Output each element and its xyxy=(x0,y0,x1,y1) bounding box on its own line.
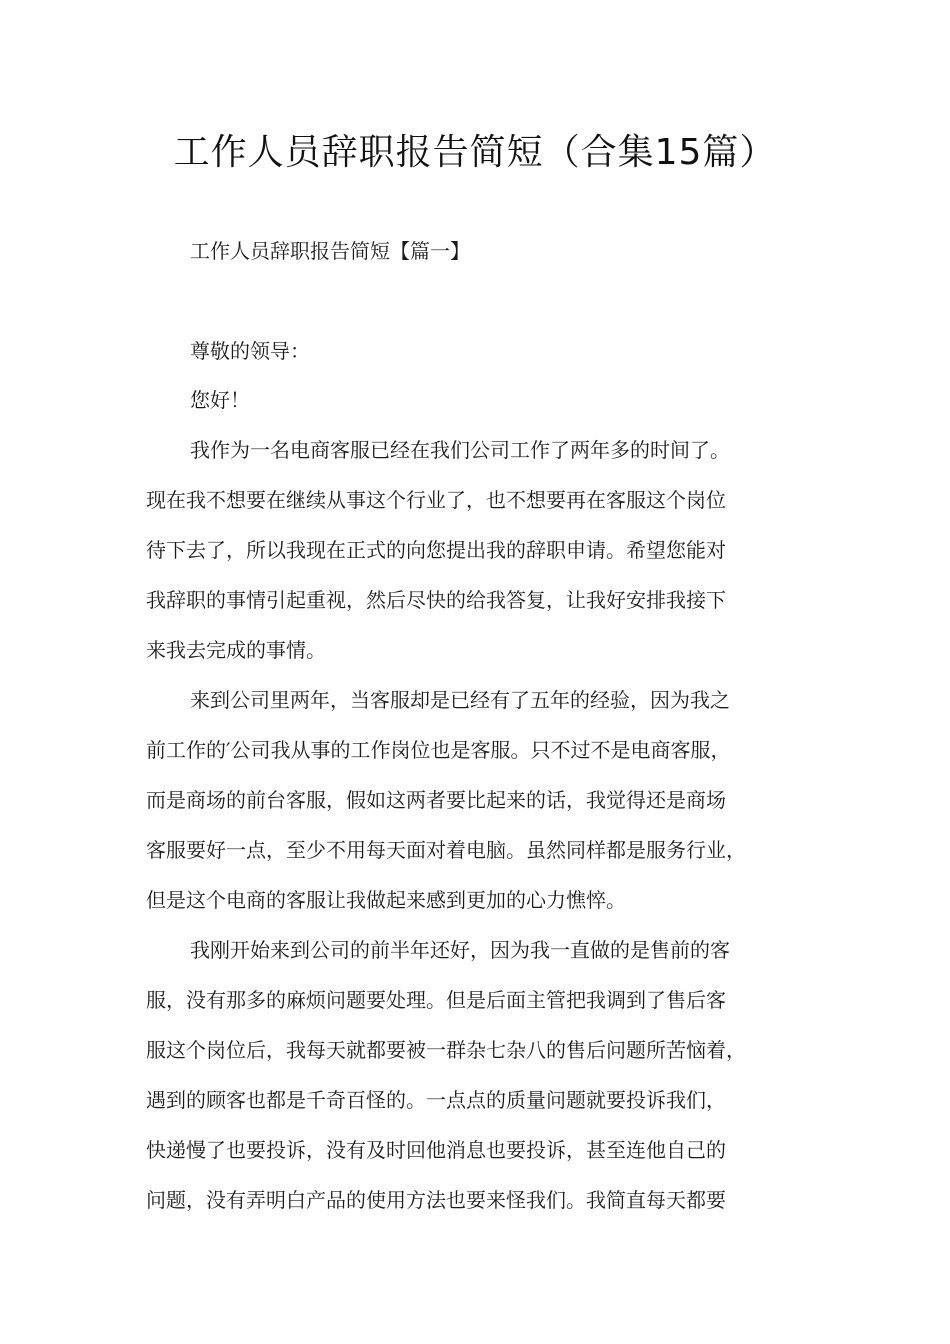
paragraph-line: 待下去了，所以我现在正式的向您提出我的辞职申请。希望您能对 xyxy=(146,538,726,562)
paragraph-line: 而是商场的前台客服，假如这两者要比起来的话，我觉得还是商场 xyxy=(146,788,726,812)
greeting: 您好！ xyxy=(190,388,250,412)
salutation: 尊敬的领导： xyxy=(190,339,310,363)
paragraph-line: 快递慢了也要投诉，没有及时回他消息也要投诉，甚至连他自己的 xyxy=(146,1138,726,1162)
paragraph-line: 但是这个电商的客服让我做起来感到更加的心力憔悴。 xyxy=(146,888,626,912)
section-heading: 工作人员辞职报告简短【篇一】 xyxy=(190,239,470,263)
paragraph-line: 服，没有那多的麻烦问题要处理。但是后面主管把我调到了售后客 xyxy=(146,988,726,1012)
paragraph-line: 问题，没有弄明白产品的使用方法也要来怪我们。我简直每天都要 xyxy=(146,1188,726,1212)
paragraph-line: 我刚开始来到公司的前半年还好，因为我一直做的是售前的客 xyxy=(190,938,730,962)
paragraph-line: 遇到的顾客也都是千奇百怪的。一点点的质量问题就要投诉我们， xyxy=(146,1088,726,1112)
document-title: 工作人员辞职报告简短（合集15篇） xyxy=(173,132,777,173)
paragraph-line: 我作为一名电商客服已经在我们公司工作了两年多的时间了。 xyxy=(190,438,730,462)
paragraph-line: 来到公司里两年，当客服却是已经有了五年的经验，因为我之 xyxy=(190,688,730,712)
paragraph-line: 客服要好一点，至少不用每天面对着电脑。虽然同样都是服务行业， xyxy=(146,838,746,862)
paragraph-line: 来我去完成的事情。 xyxy=(146,638,326,662)
paragraph-line: 前工作的′公司我从事的工作岗位也是客服。只不过不是电商客服， xyxy=(146,738,731,762)
paragraph-line: 服这个岗位后，我每天就都要被一群杂七杂八的售后问题所苦恼着， xyxy=(146,1038,746,1062)
paragraph-line: 现在我不想要在继续从事这个行业了，也不想要再在客服这个岗位 xyxy=(146,488,726,512)
paragraph-line: 我辞职的事情引起重视，然后尽快的给我答复，让我好安排我接下 xyxy=(146,588,726,612)
